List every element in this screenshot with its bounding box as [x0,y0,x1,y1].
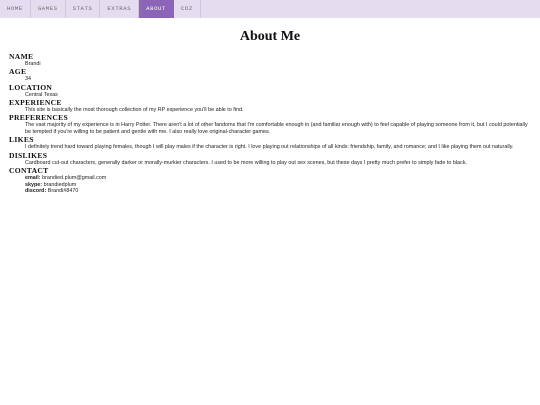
discord-value: Brandi#8470 [47,188,79,195]
age-section [9,68,531,83]
skype-label: skype: [25,181,43,188]
email-label: email: [25,174,41,181]
discord-label: discord: [25,188,47,195]
experience-section [9,99,531,114]
nav-cdz[interactable]: CDZ [174,0,201,18]
skype-value: brandiedplum [43,181,77,188]
nav-extras[interactable]: EXTRAS [100,0,139,18]
age-label: AGE [9,67,27,77]
experience-value: This site is basically the most thorough collection of my RP experience you'll be able to find. [25,106,244,113]
top-navigation [0,0,540,18]
contact-section [9,167,531,195]
name-section [9,53,531,68]
likes-value: I definitely trend hard toward playing females, though I will play males if the character is right. I love playing out relationships of all kinds: friendship, family, and romance; and I like playing them out naturally. [25,144,514,151]
age-value: 34 [25,76,31,83]
nav-home[interactable]: HOME [0,0,31,18]
preferences-section [9,114,531,136]
nav-about[interactable]: ABOUT [139,0,174,18]
likes-section [9,136,531,151]
contact-email [25,175,531,182]
preferences-label: PREFERENCES [9,113,68,123]
likes-label: LIKES [9,135,34,145]
nav-games[interactable]: GAMES [31,0,66,18]
dislikes-section [9,152,531,167]
name-label: NAME [9,52,34,61]
contact-discord [25,188,531,195]
contact-skype [25,182,531,189]
email-value[interactable]: brandied.plum@gmail.com [42,174,107,181]
nav-stats[interactable]: STATS [66,0,101,18]
contact-label: CONTACT [9,165,49,175]
page-title: About Me [239,29,301,44]
experience-label: EXPERIENCE [9,97,62,107]
name-value: Brandi [25,61,41,67]
about-content [9,53,531,196]
location-label: LOCATION [9,82,53,92]
dislikes-value: Cardboard cut-out characters, generally darker or morally-murkier characters. I used to be more willing to play out sex scenes, but these days I pretty much prefer to simply fade to black. [25,159,467,166]
preferences-value: The vast majority of my experience is in Harry Potter. There aren't a lot of other fandoms that I'm comfortable enough in (and familiar enough with) to feel capable of playing someone from it, but I could potentially be tempted if you're willing to be patient and gentle with me. I also really love original-character games. [25,122,528,135]
location-section [9,84,531,99]
dislikes-label: DISLIKES [9,150,48,160]
location-value: Central Texas [25,91,58,98]
